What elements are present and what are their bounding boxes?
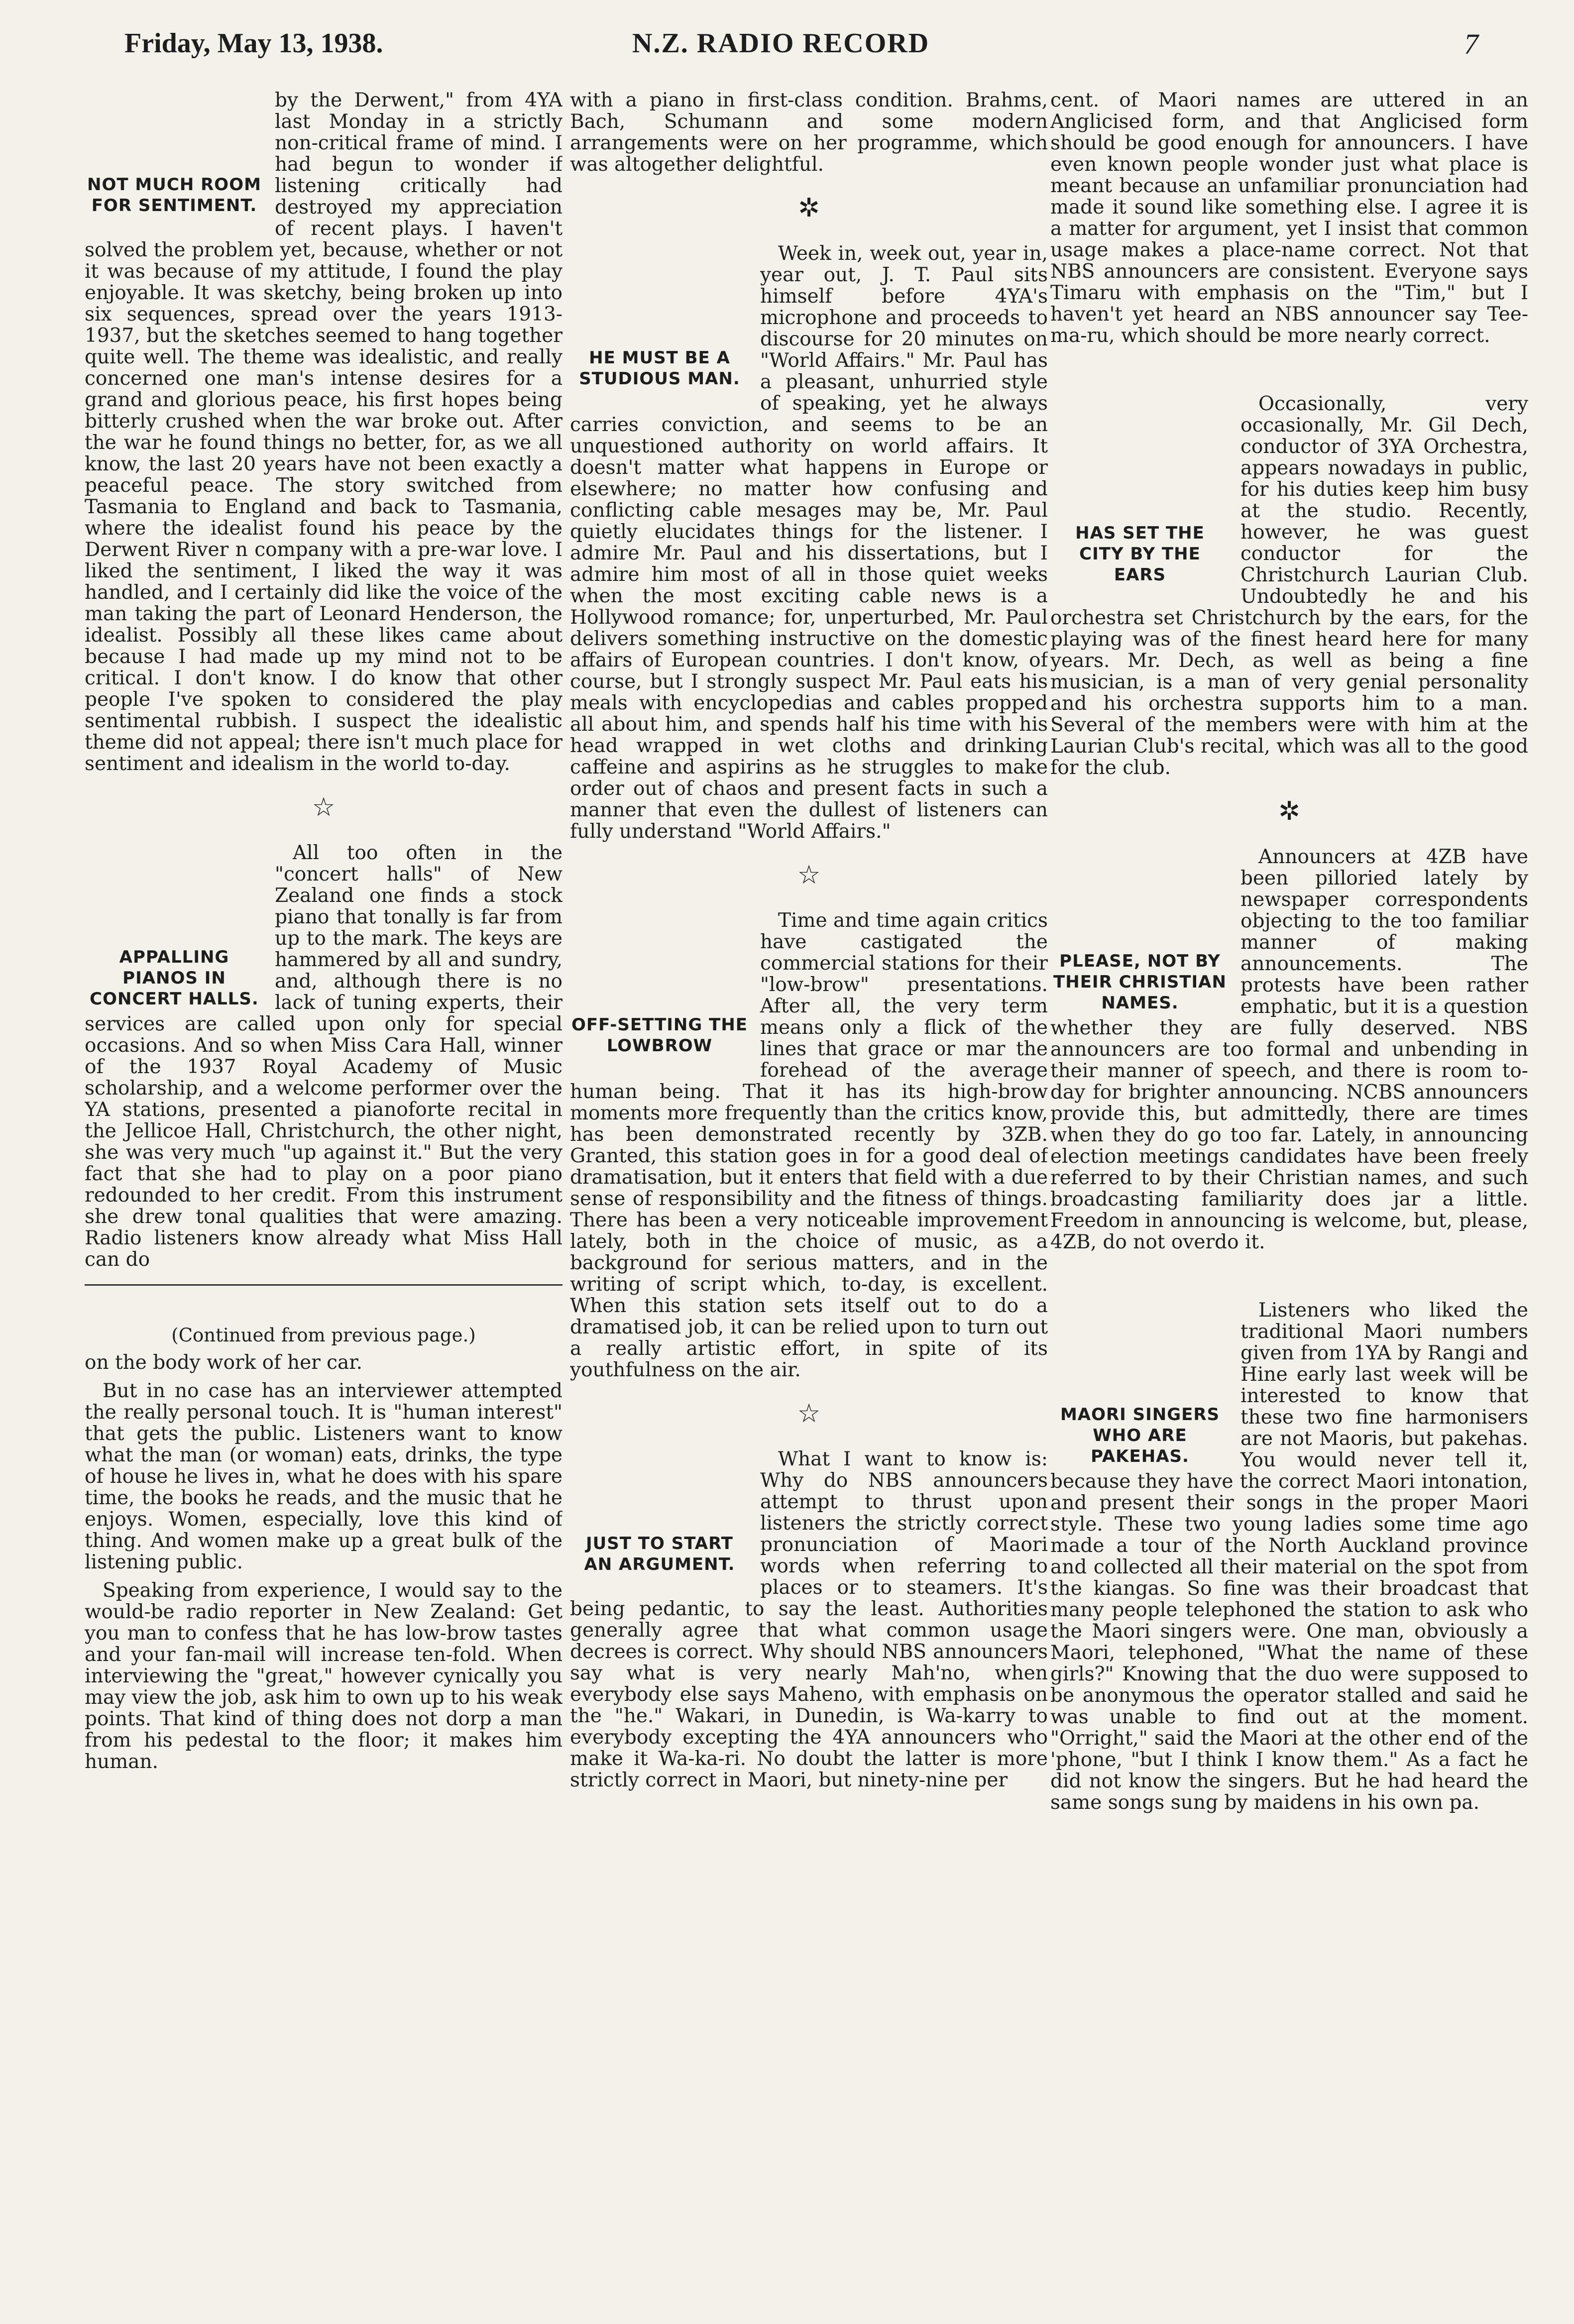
subheading-studious-man: HE MUST BE A STUDIOUS MAN. <box>579 348 740 389</box>
article-maori-singers <box>1050 1300 1528 1813</box>
subheading-christian-names: PLEASE, NOT BY THEIR CHRISTIAN NAMES. <box>1053 951 1227 1013</box>
publication-title: N.Z. RADIO RECORD <box>632 28 930 59</box>
column-3 <box>1050 90 1528 2300</box>
article-body: Occasionally, very occasionally, Mr. Gil Dech, conductor of 3YA Orchestra, appears nowadays in public, for his duties keep him busy at the studio. Recently, however, he was guest conductor for the Christchurch Laurian Club. Undoubtedly he and his orchestra set Christchurch by the ears, for the playing was of the finest heard here for many years. Mr. Dech, as well as being a fine musician, is a man of very genial personality and his orchestra supports him to a man. Several of the members were with him at the Laurian Club's recital, which was all to the good for the club. <box>1050 393 1528 779</box>
article-body: by the Derwent," from 4YA last Monday in a strictly non-critical frame of mind. I had begun to wonder if listening critically had destroyed my appreciation of recent plays. I haven't solved the problem yet, because, whether or not it was because of my attitude, I found the play enjoyable. It was sketchy, being broken up into six sequences, spread over the years 1913-1937, but the sketches seemed to hang together quite well. The theme was idealistic, and really concerned one man's intense desires for a grand and glorious peace, his first hopes being bitterly crushed when the war broke out. After the war he found things no better, for, as we all know, the last 20 years have not been exactly a peaceful peace. The story switched from Tasmania to England and back to Tasmania, where the idealist found his peace by the Derwent River n company with a pre-war love. I liked the sentiment, I liked the way it was handled, and I certainly did like the voice of the man taking the part of Leonard Henderson, the idealist. Possibly all these likes came about because I had made up my mind not to be critical. I don't know. I do know that other people I've spoken to considered the play sentimental rubbish. I suspect the idealistic theme did not appeal; there isn't much place for sentiment and idealism in the world to-day. <box>85 90 562 775</box>
star-ornament-icon: ☆ <box>797 860 821 890</box>
article-argument <box>570 1448 1048 1791</box>
article-body: But in no case has an interviewer attempted the really personal touch. It is "human interest" that gets the public. Listeners want to know what the man (or woman) eats, drinks, the type of house he lives in, what he does with his spare time, the books he reads, and the music that he enjoys. Women, especially, love this kind of thing. And women make up a great bulk of the listening public. <box>85 1380 562 1573</box>
star-ornament-icon: ☆ <box>312 792 336 822</box>
subheading-appalling-pianos: APPALLING PIANOS IN CONCERT HALLS. <box>90 947 259 1009</box>
subheading-maori-singers: MAORI SINGERS WHO ARE PAKEHAS. <box>1060 1405 1220 1466</box>
article-interviewer <box>85 1284 562 1772</box>
article-world-affairs <box>570 243 1048 842</box>
article-body: Announcers at 4ZB have been pilloried lately by newspaper correspondents objecting to the too familiar manner of making announcements. The protests have been rather emphatic, but it is a question whether they are fully deserved. NBS announcers are too formal and unbending in their manner of speech, and there is room to-day for brighter announcing. NCBS announcers provide this, but admittedly, there are times when they do go too far. Lately, in announcing election meetings candidates have been freely referred to by their Christian names, and such broadcasting familiarity does jar a little. Freedom in announcing is welcome, but, please, 4ZB, do not overdo it. <box>1050 846 1528 1253</box>
article-body: Listeners who liked the traditional Maori numbers given from 1YA by Rangi and Hine early last week will be interested to know that these two fine harmonisers are not Maoris, but pakehas. You would never tell it, because they have the correct Maori intonation, and present their songs in the proper Maori style. These two young ladies some time ago made a tour of the North Auckland province and collected all their material on the spot from the kiangas. So fine was their broadcast that many people telephoned the station to ask who the Maori singers were. One man, obviously a Maori, telephoned, "What the name of these girls?" Knowing that the duo were supposed to be anonymous the operator stalled and said he was unable to find out at the moment. "Orright," said the Maori at the other end of the 'phone, "but I think I know them." As a fact he did not know the singers. But he had heard the same songs sung by maidens in his own pa. <box>1050 1299 1528 1814</box>
article-body: on the body work of her car. <box>85 1351 363 1374</box>
article-body: with a piano in first-class condition. Brahms, Bach, Schumann and some modern arrangements were on her programme, which was altogether delightful. <box>570 90 1048 176</box>
continued-note: (Continued from previous page.) <box>171 1325 476 1346</box>
page-number: 7 <box>1464 28 1478 60</box>
article-4zb <box>1050 846 1528 1253</box>
issue-date: Friday, May 13, 1938. <box>124 28 383 59</box>
star-ornament-icon: ✲ <box>798 193 820 223</box>
column-1 <box>85 90 562 2300</box>
column-2 <box>570 90 1048 2300</box>
article-derwent <box>85 90 562 775</box>
subheading-set-city-by-ears: HAS SET THE CITY BY THE EARS <box>1075 523 1205 585</box>
article-body: Time and time again critics have castigated the commercial stations for their "low-brow" presentations. After all, the very term means only a flick of the lines that grace or mar the forehead of the average human being. That it has its high-brow moments more frequently than the critics know, has been demonstrated recently by 3ZB. Granted, this station goes in for a good deal of dramatisation, but it enters that field with a due sense of responsibility and the fitness of things. There has been a very noticeable improvement lately, both in the choice of music, as a background for serious matters, and in the writing of script which, to-day, is excellent. When this station sets itself out to do a dramatised job, it can be relied upon to turn out a really artistic effort, in spite of its youthfulness on the air. <box>570 909 1048 1381</box>
article-pianos <box>85 842 562 1270</box>
subheading-start-argument: JUST TO START AN ARGUMENT. <box>584 1534 735 1574</box>
article-body: Week in, week out, year in, year out, J. T. Paul sits himself before 4YA's microphone and proceeds to discourse for 20 minutes on "World Affairs." Mr. Paul has a pleasant, unhurried style of speaking, yet he always carries conviction, and seems to be an unquestioned authority on world affairs. It doesn't matter what happens in Europe or elsewhere; no matter how confusing and conflicting cable mesages may be, Mr. Paul quietly elucidates things for the listener. I admire Mr. Paul and his dissertations, but I admire him most of all in those quiet weeks when the most exciting cable news is a Hollywood romance; for, unperturbed, Mr. Paul delivers something instructive on the domestic affairs of European countries. I don't know, of course, but I strongly suspect Mr. Paul eats his meals with encyclopedias and cables propped all about him, and spends half his time with his head wrapped in wet cloths and drinking caffeine and aspirins as he struggles to make order out of chaos and present facts in such a manner that even the dullest of listeners can fully understand "World Affairs." <box>570 242 1048 843</box>
article-body: All too often in the "concert halls" of New Zealand one finds a stock piano that tonally is far from up to the mark. The keys are hammered by all and sundry, and, although there is no lack of tuning experts, their services are called upon only for special occasions. And so when Miss Cara Hall, winner of the 1937 Royal Academy of Music scholarship, and a welcome performer over the YA stations, presented a pianoforte recital in the Jellicoe Hall, Christchurch, the other night, she was very much "up against it." But the very fact that she had to play on a poor piano redounded to her credit. From this instrument she drew tonal qualities that were amazing. Radio listeners know already what Miss Hall can do <box>85 842 562 1271</box>
article-body: What I want to know is: Why do NBS announcers attempt to thrust upon listeners the strictly correct pronunciation of Maori words when referring to places or to steamers. It's being pedantic, to say the least. Authorities generally agree that what common usage decrees is correct. Why should NBS announcers say what is very nearly Mah'no, when everybody else says Maheno, with emphasis on the "he." Wakari, in Dunedin, is Wa-karry to everybody excepting the 4YA announcers who make it Wa-ka-ri. No doubt the latter is more strictly correct in Maori, but ninety-nine per <box>570 1448 1048 1791</box>
article-gil-dech <box>1050 393 1528 778</box>
page-header <box>124 27 1478 72</box>
subheading-not-much-room: NOT MUCH ROOM FOR SENTIMENT. <box>87 175 261 216</box>
star-ornament-icon: ✲ <box>1278 796 1300 826</box>
subheading-off-setting-lowbrow: OFF-SETTING THE LOWBROW <box>571 1015 748 1056</box>
article-lowbrow <box>570 910 1048 1381</box>
article-body: Speaking from experience, I would say to the would-be radio reporter in New Zealand: Get you man to confess that he has low-brow tastes and your fan-mail will increase ten-fold. When interviewing the "great," however cynically you may view the job, ask him to own up to his weak points. That kind of thing does not dorp a man from his pedestal to the floor; it makes him human. <box>85 1579 562 1773</box>
article-body: cent. of Maori names are uttered in an Anglicised form, and that Anglicised form should be good enough for announcers. I have even known people wonder just what place is meant because an unfamiliar pronunciation had made it sound like something else. I agree it is a matter for argument, yet I insist that common usage makes a place-name correct. Not that NBS announcers are consistent. Everyone says Timaru with emphasis on the "Tim," but I haven't yet heard an NBS announcer say Tee-ma-ru, which should be more nearly correct. <box>1050 90 1528 347</box>
star-ornament-icon: ☆ <box>797 1399 821 1429</box>
